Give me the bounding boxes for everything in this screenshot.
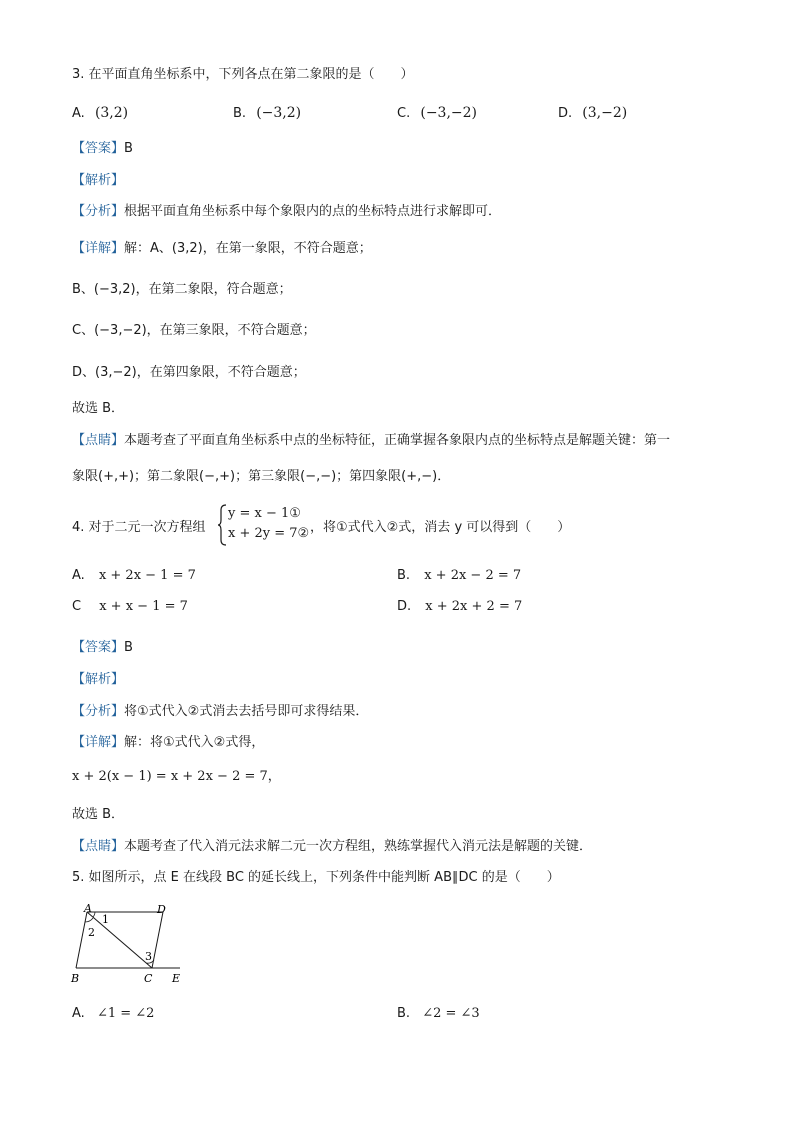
option-label: A. bbox=[72, 568, 85, 583]
option-label: B. bbox=[397, 568, 411, 583]
fenxi-text: 根据平面直角坐标系中每个象限内的点的坐标特点进行求解即可． bbox=[124, 204, 502, 219]
q5-stem: 5. 如图所示，点 E 在线段 BC 的延长线上，下列条件中能判断 AB∥DC 的是（ ） bbox=[72, 870, 560, 885]
answer-tag: 【答案】 bbox=[72, 141, 125, 156]
q5-option-a bbox=[72, 1005, 154, 1023]
q3-answer bbox=[72, 140, 133, 158]
q3-stem: 3. 在平面直角坐标系中，下列各点在第二象限的是（ ） bbox=[72, 67, 414, 82]
q4-eq2: x + 2y = 7② bbox=[228, 526, 310, 541]
dianjing-text: 本题考查了代入消元法求解二元一次方程组，熟练掌握代入消元法是解题的关键． bbox=[124, 839, 593, 854]
label-d: D bbox=[157, 903, 166, 916]
q4-fenxi bbox=[72, 703, 368, 721]
q4-option-a bbox=[72, 567, 196, 585]
q3-analysis-tag: 【解析】 bbox=[72, 173, 125, 188]
option-value: x + 2x + 2 = 7 bbox=[425, 599, 523, 614]
option-label: C bbox=[72, 599, 82, 614]
option-label: B. bbox=[233, 106, 247, 121]
q3-option-c bbox=[397, 104, 477, 123]
answer-value: B bbox=[124, 640, 133, 655]
option-label: A. bbox=[72, 106, 85, 121]
label-a: A bbox=[84, 902, 92, 915]
q3-conclusion: 故选 B． bbox=[72, 401, 125, 416]
q3-dianjing-2: 象限(+,+)；第二象限(−,+)；第三象限(−,−)；第四象限(+,−)． bbox=[72, 469, 451, 484]
label-angle-1: 1 bbox=[102, 913, 109, 926]
q4-conclusion: 故选 B． bbox=[72, 807, 125, 822]
xiangjie-text: 解：A、(3,2)，在第一象限，不符合题意； bbox=[124, 241, 372, 256]
q4-equation-system bbox=[218, 504, 318, 546]
fenxi-tag: 【分析】 bbox=[72, 704, 125, 719]
answer-tag: 【答案】 bbox=[72, 640, 125, 655]
segment-ab bbox=[76, 912, 87, 968]
label-e: E bbox=[172, 972, 181, 985]
q4-eq1: y = x − 1① bbox=[228, 506, 301, 521]
option-label: D. bbox=[397, 599, 412, 614]
option-label: A. bbox=[72, 1006, 85, 1021]
dianjing-tag: 【点睛】 bbox=[72, 839, 125, 854]
label-c: C bbox=[144, 972, 153, 985]
option-label: B. bbox=[397, 1006, 411, 1021]
option-value: (3,−2) bbox=[582, 105, 628, 121]
q3-option-b bbox=[233, 104, 301, 123]
answer-value: B bbox=[124, 141, 133, 156]
q3-fenxi bbox=[72, 203, 501, 221]
label-b: B bbox=[71, 972, 80, 985]
q4-option-d bbox=[397, 598, 522, 616]
q4-analysis-tag: 【解析】 bbox=[72, 672, 125, 687]
q3-option-d bbox=[558, 104, 627, 123]
q4-xiangjie bbox=[72, 734, 264, 752]
angle-1-arc bbox=[93, 912, 95, 917]
option-value: x + 2x − 1 = 7 bbox=[98, 568, 196, 583]
segment-dc bbox=[152, 912, 163, 968]
option-value: x + 2x − 2 = 7 bbox=[424, 568, 522, 583]
label-angle-3: 3 bbox=[145, 950, 152, 963]
q3-xiangjie-d: D、(3,−2)，在第四象限，不符合题意； bbox=[72, 365, 306, 380]
q4-dianjing bbox=[72, 838, 592, 856]
q3-xiangjie-c: C、(−3,−2)，在第三象限，不符合题意； bbox=[72, 323, 316, 338]
q3-xiangjie bbox=[72, 240, 372, 258]
q3-dianjing bbox=[72, 432, 670, 450]
option-value: ∠1 = ∠2 bbox=[96, 1006, 155, 1021]
q3-option-a bbox=[72, 104, 128, 123]
option-value: ∠2 = ∠3 bbox=[422, 1006, 480, 1021]
xiangjie-text: 解：将①式代入②式得， bbox=[124, 735, 265, 750]
fenxi-text: 将①式代入②式消去去括号即可求得结果． bbox=[124, 704, 369, 719]
option-label: C. bbox=[397, 106, 411, 121]
q5-figure bbox=[68, 902, 198, 992]
q4-stem-pre: 4. 对于二元一次方程组 bbox=[72, 520, 206, 535]
xiangjie-tag: 【详解】 bbox=[72, 241, 125, 256]
q4-answer bbox=[72, 639, 133, 657]
option-label: D. bbox=[558, 106, 573, 121]
q4-option-b bbox=[397, 567, 521, 585]
dianjing-text: 本题考查了平面直角坐标系中点的坐标特征，正确掌握各象限内点的坐标特点是解题关键：第一 bbox=[124, 433, 671, 448]
q5-option-b bbox=[397, 1005, 480, 1023]
brace-icon bbox=[218, 504, 228, 546]
option-value: x + x − 1 = 7 bbox=[99, 599, 188, 614]
xiangjie-tag: 【详解】 bbox=[72, 735, 125, 750]
option-value: (3,2) bbox=[94, 105, 129, 121]
option-value: (−3,−2) bbox=[420, 105, 478, 121]
q3-xiangjie-b: B、(−3,2)，在第二象限，符合题意； bbox=[72, 282, 292, 297]
segment-ac bbox=[87, 912, 152, 968]
q4-option-c bbox=[72, 598, 188, 616]
dianjing-tag: 【点睛】 bbox=[72, 433, 125, 448]
fenxi-tag: 【分析】 bbox=[72, 204, 125, 219]
label-angle-2: 2 bbox=[88, 926, 95, 939]
q4-xiangjie-equation: x + 2(x − 1) = x + 2x − 2 = 7， bbox=[72, 769, 281, 784]
q4-stem-post: ，将①式代入②式，消去 y 可以得到（ ） bbox=[310, 520, 571, 535]
option-value: (−3,2) bbox=[256, 105, 302, 121]
